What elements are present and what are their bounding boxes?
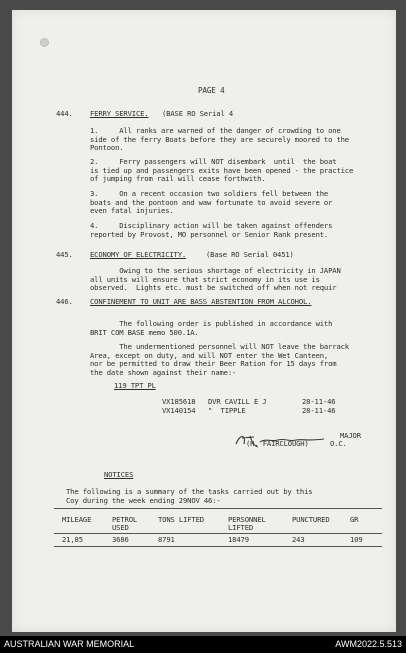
- item-ref-electricity: (Base RO Serial 0451): [206, 250, 294, 259]
- table-header-petrol: PETROL: [112, 515, 138, 524]
- confinement-para-2-line-2: Area, except on duty, and will NOT enter the Wet Canteen,: [90, 350, 329, 360]
- signature-name: (H. FAIRCLOUGH): [246, 439, 309, 448]
- ferry-para-2-line-1: 2. Ferry passengers will NOT disembark until the boat: [90, 157, 337, 166]
- table-bottom-rule: [54, 546, 382, 547]
- electricity-para-line-1: Owing to the serious shortage of electricity in JAPAN: [90, 266, 341, 275]
- table-cell-tons: 8791: [158, 535, 175, 544]
- document-page: [12, 10, 396, 632]
- personnel-date: 28-11-46: [302, 405, 336, 415]
- personnel-date: 28-11-46: [302, 397, 336, 406]
- notices-heading: NOTICES: [104, 470, 134, 479]
- ferry-para-2-line-3: of jumping from rail will cease forthwith.: [90, 174, 266, 183]
- table-cell-petrol: 3686: [112, 535, 129, 544]
- personnel-name: " TIPPLE: [208, 405, 246, 415]
- table-cell-mileage: 21,85: [62, 535, 83, 544]
- electricity-para-line-3: observed. Lights etc. must be switched off when not requir: [90, 283, 337, 292]
- ferry-para-4-line-1: 4. Disciplinary action will be taken against offenders: [90, 221, 333, 230]
- item-number-445: 445.: [56, 250, 73, 259]
- punch-hole: [40, 38, 49, 47]
- footer-accession-number: AWM2022.5.513: [335, 639, 402, 649]
- table-cell-personnel: 18479: [228, 535, 249, 544]
- item-number-444: 444.: [56, 109, 73, 118]
- ferry-para-1-line-3: Pontoon.: [90, 143, 124, 152]
- table-header-punctured: PUNCTURED: [292, 515, 330, 524]
- electricity-para-line-2: all units will ensure that strict economy in its use is: [90, 274, 320, 284]
- confinement-para-2-line-4: the date shown against their name:-: [90, 367, 237, 377]
- ferry-para-4-line-2: reported by Provost, MO personnel or Senior Rank present.: [90, 229, 329, 239]
- ferry-para-3-line-2: boats and the pontoon and waw fortunate to avoid severe or: [90, 197, 333, 207]
- confinement-para-1-line-2: BRIT COM BASE memo 500.1A.: [90, 327, 199, 337]
- table-header-petrol-line2: USED: [112, 523, 129, 532]
- signature-title: O.C.: [330, 439, 347, 448]
- ferry-para-3-line-3: even fatal injuries.: [90, 206, 174, 215]
- item-ref-ferry: (BASE RO Serial 4: [162, 109, 234, 118]
- footer-bar: [0, 636, 406, 653]
- table-header-mileage: MILEAGE: [62, 515, 92, 524]
- table-top-rule: [54, 508, 382, 509]
- item-title-confinement: CONFINEMENT TO UNIT ARE BASS ABSTENTION FROM ALCOHOL.: [90, 297, 312, 306]
- table-header-tons: TONS LIFTED: [158, 515, 204, 524]
- ferry-para-1-line-2: side of the ferry Boats before they are securely moored to the: [90, 134, 349, 144]
- personnel-number: VX185618: [162, 397, 196, 406]
- ferry-para-1-line-1: 1. All ranks are warned of the danger of crowding to one: [90, 126, 341, 135]
- confinement-para-2-line-1: The undermentioned personnel will NOT leave the barrack: [90, 342, 349, 351]
- table-header-gr: GR: [350, 515, 359, 524]
- personnel-number: VX140154: [162, 405, 196, 415]
- table-cell-gr: 109: [350, 535, 363, 544]
- confinement-para-2-line-3: nor be permitted to draw their Beer Ration for 15 days from: [90, 359, 337, 368]
- table-header-rule: [54, 533, 382, 534]
- unit-label: 119 TPT PL: [114, 381, 156, 390]
- ferry-para-2-line-2: is tied up and passengers exits have been opened - the practice: [90, 165, 354, 175]
- page-heading: PAGE 4: [198, 86, 225, 95]
- item-title-ferry: FERRY SERVICE.: [90, 109, 149, 118]
- personnel-name: DVR CAVILL E J: [208, 397, 267, 406]
- confinement-para-1-line-1: The following order is published in accordance with: [90, 319, 333, 328]
- signature-rank: MAJOR: [340, 431, 361, 440]
- table-header-personnel: PERSONNEL: [228, 515, 266, 524]
- notices-intro-line-2: Coy during the week ending 29NOV 46:-: [66, 495, 221, 505]
- table-header-personnel-line2: LIFTED: [228, 523, 254, 532]
- notices-intro-line-1: The following is a summary of the tasks carried out by this: [66, 487, 313, 496]
- footer-source: AUSTRALIAN WAR MEMORIAL: [4, 639, 135, 649]
- item-number-446: 446.: [56, 297, 73, 306]
- item-title-electricity: ECONOMY OF ELECTRICITY.: [90, 250, 187, 259]
- ferry-para-3-line-1: 3. On a recent occasion two soldiers fell between the: [90, 189, 329, 198]
- table-cell-punctured: 243: [292, 535, 305, 544]
